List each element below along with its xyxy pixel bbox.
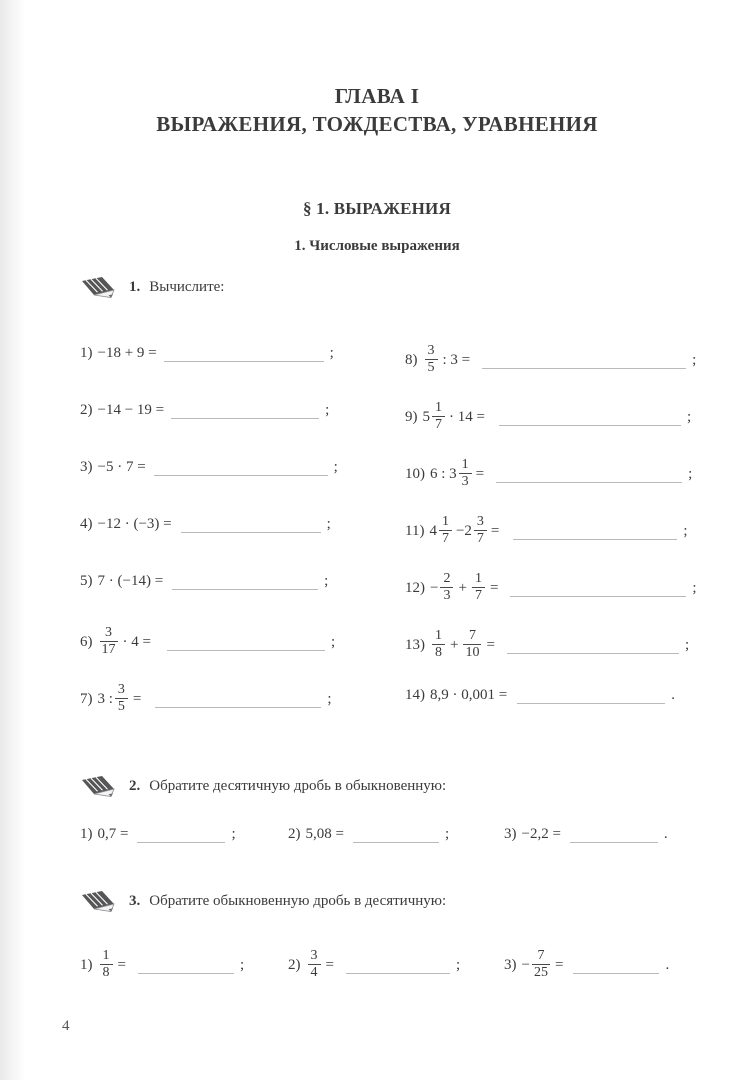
- problem-expression: −18 + 9 =: [97, 345, 157, 361]
- problem-expression-suffix: =: [132, 691, 142, 707]
- problem-index: 9): [405, 409, 418, 425]
- fraction-numerator: 1: [102, 948, 110, 963]
- problem-index: 3): [80, 459, 93, 475]
- problem-terminator: ;: [326, 516, 331, 532]
- chapter-title-line1: ГЛАВА I: [334, 84, 420, 108]
- problem-index: 4): [80, 516, 93, 532]
- problem-index: 1): [80, 957, 93, 973]
- problem-operator: +: [458, 580, 467, 596]
- answer-blank[interactable]: [570, 842, 658, 843]
- problem-index: 10): [405, 466, 425, 482]
- fraction: [432, 401, 445, 432]
- problem-terminator: .: [671, 687, 675, 703]
- problem-5: [80, 573, 328, 590]
- problem-terminator: .: [665, 957, 670, 973]
- problem-9: [405, 402, 691, 433]
- problem-index: 12): [405, 580, 425, 596]
- chapter-title-line2: ВЫРАЖЕНИЯ, ТОЖДЕСТВА, УРАВНЕНИЯ: [156, 112, 598, 136]
- ex2-problem-1: [80, 826, 236, 843]
- mixed-number: [429, 516, 454, 547]
- mixed-whole-part: 4: [429, 523, 437, 539]
- problem-expression-prefix: −: [430, 580, 439, 596]
- problem-12: [405, 573, 697, 604]
- fraction-denominator: 8: [435, 645, 442, 660]
- ex3-problem-3: [504, 950, 669, 981]
- problem-expression: −2,2 =: [521, 826, 561, 842]
- problem-index: 6): [80, 634, 93, 650]
- problem-terminator: ;: [324, 573, 329, 589]
- exercise-2-header: [80, 775, 446, 797]
- problem-expression: : 3 =: [442, 352, 471, 368]
- problem-index: 3): [504, 826, 517, 842]
- problem-index: 14): [405, 687, 425, 703]
- fraction-denominator: 5: [427, 360, 435, 375]
- problem-terminator: ;: [684, 637, 690, 653]
- exercise-3-number: 3.: [129, 892, 141, 909]
- mixed-whole-part: −2: [455, 523, 472, 539]
- section-title: § 1. ВЫРАЖЕНИЯ: [303, 199, 451, 218]
- answer-blank[interactable]: [137, 842, 225, 843]
- pencil-icon: [80, 890, 120, 912]
- problem-expression-suffix: =: [489, 580, 499, 596]
- problem-expression: =: [117, 957, 126, 973]
- problem-4: [80, 516, 331, 533]
- answer-blank[interactable]: [513, 539, 677, 540]
- answer-blank[interactable]: [164, 361, 324, 362]
- fraction: [440, 572, 453, 603]
- fraction: [532, 949, 550, 980]
- fraction: [432, 629, 445, 660]
- ex2-problem-2: [288, 826, 449, 843]
- fraction: [308, 949, 321, 980]
- answer-blank[interactable]: [171, 418, 319, 419]
- problem-terminator: ;: [239, 957, 245, 973]
- fraction-denominator: 25: [533, 965, 548, 980]
- problem-terminator: ;: [692, 580, 697, 596]
- problem-index: 1): [80, 345, 93, 361]
- problem-14: [405, 687, 675, 704]
- problem-index: 2): [288, 826, 301, 842]
- fraction-denominator: 7: [435, 417, 442, 432]
- problem-expression: 8,9 · 0,001 =: [430, 687, 508, 703]
- fraction-numerator: 1: [474, 571, 482, 586]
- fraction: [100, 626, 118, 657]
- problem-expression-prefix: 3 :: [97, 691, 113, 707]
- exercise-1-number: 1.: [129, 278, 141, 295]
- fraction: [459, 458, 472, 489]
- fraction: [425, 344, 438, 375]
- fraction-numerator: 3: [310, 948, 318, 963]
- ex3-problem-2: [288, 950, 460, 981]
- page-number: 4: [62, 1018, 70, 1034]
- problem-index: 11): [405, 523, 425, 539]
- fraction-numerator: 1: [441, 514, 449, 529]
- problem-expression: 0,7 =: [97, 826, 129, 842]
- problem-expression: 7 · (−14) =: [97, 573, 164, 589]
- problem-terminator: ;: [231, 826, 236, 842]
- problem-expression-suffix: =: [486, 637, 495, 653]
- fraction-numerator: 1: [435, 628, 442, 643]
- fraction-denominator: 7: [476, 531, 484, 546]
- problem-13: [405, 630, 689, 661]
- answer-blank[interactable]: [138, 973, 234, 974]
- fraction: [115, 683, 128, 714]
- fraction-2: [463, 629, 481, 660]
- problem-expression: −14 − 19 =: [97, 402, 165, 418]
- fraction: [439, 515, 452, 546]
- problem-expression-suffix: =: [490, 523, 500, 539]
- answer-blank[interactable]: [496, 482, 682, 483]
- fraction-denominator: 10: [465, 645, 480, 660]
- fraction-numerator: 3: [117, 682, 125, 697]
- answer-blank[interactable]: [482, 368, 686, 369]
- fraction-numerator: 7: [537, 948, 545, 963]
- problem-terminator: ;: [333, 459, 338, 475]
- problem-11: [405, 516, 688, 547]
- mixed-number: [423, 402, 448, 433]
- problem-terminator: ;: [686, 409, 692, 425]
- problem-8: [405, 345, 696, 376]
- fraction-2: [472, 572, 485, 603]
- fraction-denominator: 3: [461, 474, 469, 489]
- pencil-icon: [80, 775, 120, 797]
- problem-terminator: ;: [325, 402, 330, 418]
- problem-expression-suffix: =: [554, 957, 564, 973]
- problem-expression: =: [325, 957, 334, 973]
- problem-terminator: ;: [683, 523, 688, 539]
- subsection-title: 1. Числовые выражения: [294, 238, 460, 254]
- answer-blank[interactable]: [346, 973, 450, 974]
- exercise-2-number: 2.: [129, 777, 141, 794]
- answer-blank[interactable]: [507, 653, 679, 654]
- fraction-numerator: 1: [461, 457, 469, 472]
- problem-1: [80, 345, 334, 362]
- problem-expression: · 4 =: [122, 634, 151, 650]
- problem-terminator: ;: [327, 691, 332, 707]
- mixed-number-2: [456, 516, 489, 547]
- fraction-denominator: 7: [441, 531, 449, 546]
- problem-terminator: ;: [329, 345, 334, 361]
- fraction-numerator: 3: [105, 625, 112, 640]
- problem-10: [405, 459, 692, 490]
- answer-blank[interactable]: [154, 475, 328, 476]
- fraction-denominator: 4: [310, 965, 318, 980]
- answer-blank[interactable]: [499, 425, 681, 426]
- problem-expression: −12 · (−3) =: [97, 516, 172, 532]
- problem-expression-prefix: −: [521, 957, 530, 973]
- exercise-3-header: [80, 890, 446, 912]
- answer-blank[interactable]: [155, 707, 321, 708]
- problem-6: [80, 627, 335, 658]
- problem-terminator: ;: [444, 826, 450, 842]
- problem-index: 1): [80, 826, 93, 842]
- fraction-denominator: 3: [443, 588, 451, 603]
- fraction-denominator: 7: [474, 588, 482, 603]
- problem-index: 2): [288, 957, 301, 973]
- answer-blank[interactable]: [181, 532, 321, 533]
- problem-index: 13): [405, 637, 425, 653]
- fraction-numerator: 7: [468, 628, 476, 643]
- problem-index: 2): [80, 402, 93, 418]
- problem-terminator: ;: [455, 957, 461, 973]
- exercise-2-prompt: Обратите десятичную дробь в обыкновенную:: [149, 777, 447, 794]
- problem-expression: · 14 =: [449, 409, 485, 425]
- fraction-numerator: 1: [435, 400, 442, 415]
- answer-blank[interactable]: [573, 973, 659, 974]
- fraction-numerator: 3: [476, 514, 484, 529]
- fraction-denominator: 5: [117, 699, 125, 714]
- problem-expression: 5,08 =: [305, 826, 344, 842]
- exercise-3-prompt: Обратите обыкновенную дробь в десятичную:: [149, 892, 447, 909]
- problem-terminator: ;: [688, 466, 693, 482]
- problem-terminator: ;: [330, 634, 336, 650]
- answer-blank[interactable]: [353, 842, 439, 843]
- answer-blank[interactable]: [172, 589, 318, 590]
- problem-terminator: ;: [692, 352, 697, 368]
- problem-index: 3): [504, 957, 517, 973]
- ex3-problem-1: [80, 950, 244, 981]
- answer-blank[interactable]: [517, 703, 665, 704]
- problem-2: [80, 402, 329, 419]
- answer-blank[interactable]: [167, 650, 325, 651]
- problem-expression: −5 · 7 =: [97, 459, 146, 475]
- fraction-denominator: 8: [102, 965, 110, 980]
- problem-index: 7): [80, 691, 93, 707]
- problem-index: 8): [405, 352, 418, 368]
- fraction: [474, 515, 487, 546]
- problem-expression-suffix: =: [475, 466, 485, 482]
- answer-blank[interactable]: [510, 596, 686, 597]
- pencil-icon: [80, 276, 120, 298]
- problem-3: [80, 459, 338, 476]
- exercise-1-header: [80, 276, 224, 298]
- mixed-whole-part: 5: [422, 409, 430, 425]
- fraction: [100, 949, 113, 980]
- ex2-problem-3: [504, 826, 668, 843]
- fraction-numerator: 3: [427, 343, 435, 358]
- fraction-denominator: 17: [101, 642, 116, 657]
- problem-expression-prefix: 6 : 3: [430, 466, 457, 482]
- exercise-1-prompt: Вычислите:: [149, 278, 225, 295]
- problem-terminator: .: [663, 826, 668, 842]
- problem-index: 5): [80, 573, 93, 589]
- problem-7: [80, 684, 332, 715]
- fraction-numerator: 2: [443, 571, 451, 586]
- problem-operator: +: [450, 637, 459, 653]
